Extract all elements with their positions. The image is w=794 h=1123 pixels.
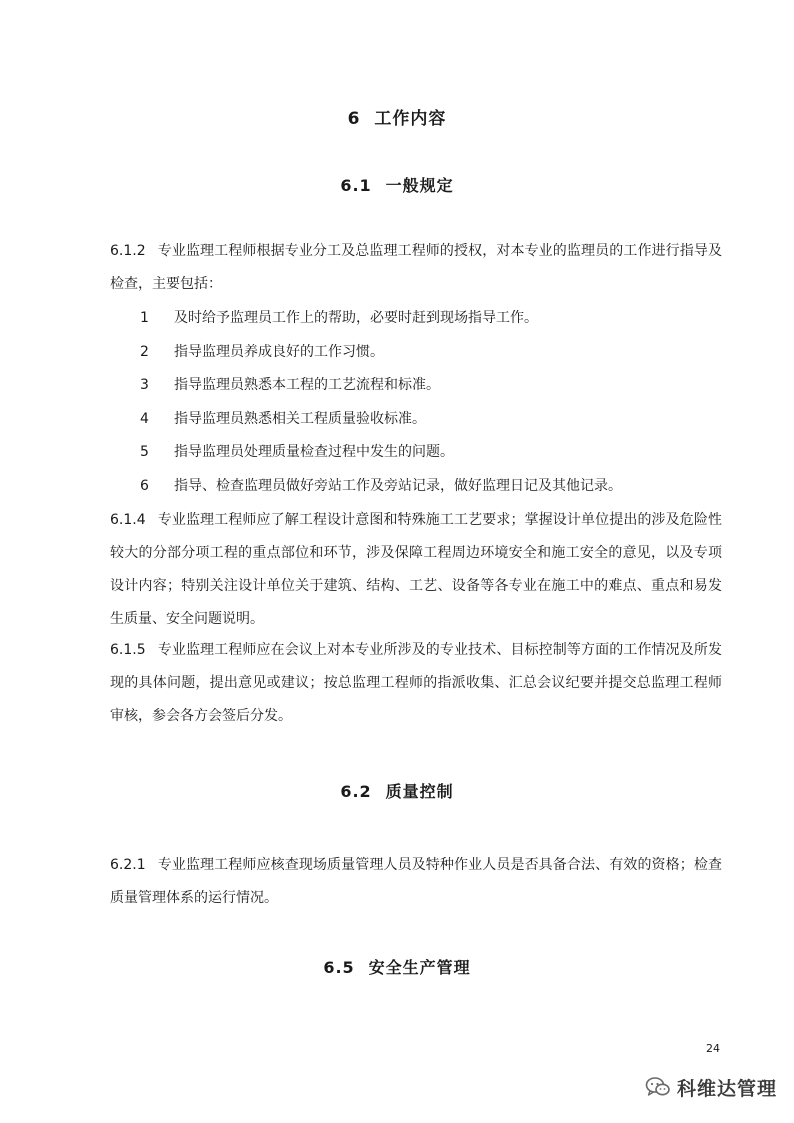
clause-text: 专业监理工程师应了解工程设计意图和特殊施工工艺要求；掌握设计单位提出的涉及危险性较大的分部分项工程的重点部位和环节，涉及保障工程周边环境安全和施工安全的意见，以及专项设计内容；特别关注设计单位关于建筑、结构、工艺、设备等各专业在施工中的难点、重点和易发生质量、安全问题说明。	[110, 512, 722, 627]
section-title: 质量控制	[385, 782, 454, 801]
clause-number: 6.1.2	[110, 243, 146, 259]
list-item-number: 2	[140, 343, 149, 360]
chapter-heading	[0, 104, 794, 129]
list-item-number: 6	[140, 477, 149, 494]
list-item	[140, 302, 722, 336]
clause-6-1-2	[110, 235, 722, 301]
list-item	[140, 403, 722, 437]
section-heading	[0, 955, 794, 978]
clause-6-2-1	[110, 849, 722, 915]
list-item-number: 5	[140, 444, 149, 461]
chapter-title: 工作内容	[374, 109, 447, 129]
list-item-text: 指导监理员熟悉相关工程质量验收标准。	[174, 410, 426, 427]
section-number: 6.2	[340, 782, 372, 801]
clause-6-1-4	[110, 504, 722, 636]
list-item-text: 指导监理员养成良好的工作习惯。	[174, 343, 384, 360]
list-item-text: 指导监理员熟悉本工程的工艺流程和标准。	[174, 377, 440, 394]
section-title: 一般规定	[385, 176, 454, 195]
clause-number: 6.1.4	[110, 512, 146, 528]
chapter-number: 6	[347, 109, 361, 129]
clause-text: 专业监理工程师应在会议上对本专业所涉及的专业技术、目标控制等方面的工作情况及所发现的具体问题，提出意见或建议；按总监理工程师的指派收集、汇总会议纪要并提交总监理工程师审核，参会各方会签后分发。	[110, 642, 722, 724]
clause-6-1-2-list	[140, 302, 722, 504]
clause-6-1-5	[110, 634, 722, 733]
list-item	[140, 436, 722, 470]
list-item	[140, 470, 722, 504]
clause-text: 专业监理工程师应核查现场质量管理人员及特种作业人员是否具备合法、有效的资格；检查质量管理体系的运行情况。	[110, 857, 722, 906]
list-item-text: 指导、检查监理员做好旁站工作及旁站记录，做好监理日记及其他记录。	[174, 477, 622, 494]
clause-number: 6.2.1	[110, 857, 146, 873]
list-item	[140, 369, 722, 403]
list-item-text: 指导监理员处理质量检查过程中发生的问题。	[174, 444, 454, 461]
watermark	[645, 1071, 777, 1103]
list-item-number: 4	[140, 410, 149, 427]
section-heading	[0, 173, 794, 196]
list-item-text: 及时给予监理员工作上的帮助，必要时赶到现场指导工作。	[174, 310, 538, 326]
wechat-icon	[645, 1076, 671, 1098]
section-heading	[0, 779, 794, 802]
list-item-number: 3	[140, 377, 149, 394]
section-number: 6.5	[323, 958, 355, 977]
list-item-number: 1	[140, 310, 149, 326]
watermark-text: 科维达管理	[677, 1077, 778, 1100]
section-title: 安全生产管理	[368, 958, 471, 977]
clause-text: 专业监理工程师根据专业分工及总监理工程师的授权，对本专业的监理员的工作进行指导及检查，主要包括：	[110, 243, 722, 292]
list-item	[140, 336, 722, 370]
section-number: 6.1	[340, 176, 372, 195]
clause-number: 6.1.5	[110, 642, 146, 658]
page-number: 24	[706, 1042, 720, 1055]
